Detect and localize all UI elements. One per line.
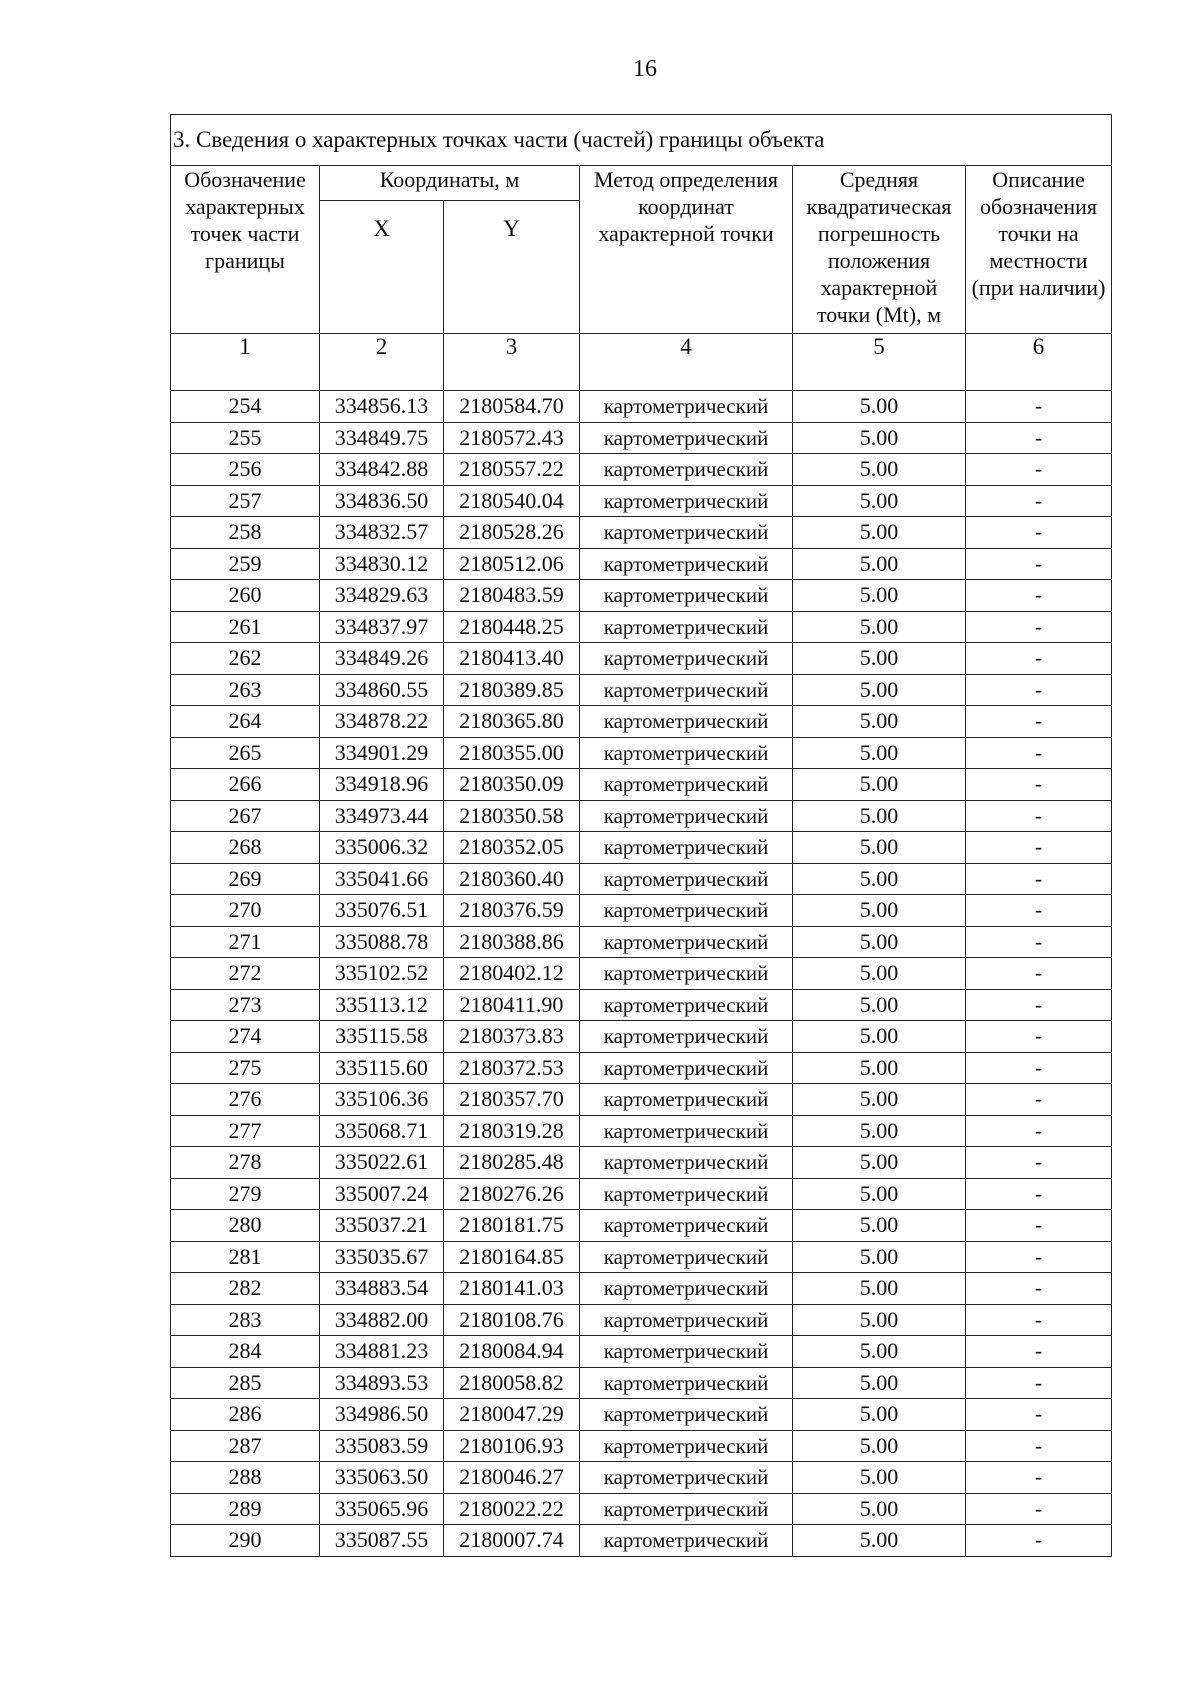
cell-description: - xyxy=(966,643,1112,675)
cell-x: 335115.60 xyxy=(320,1052,444,1084)
column-number: 3 xyxy=(444,334,580,391)
cell-method: картометрический xyxy=(580,1210,793,1242)
cell-error: 5.00 xyxy=(793,1178,966,1210)
table-header xyxy=(171,115,1112,391)
cell-x: 334830.12 xyxy=(320,548,444,580)
cell-point: 263 xyxy=(171,674,320,706)
cell-y: 2180276.26 xyxy=(444,1178,580,1210)
cell-y: 2180357.70 xyxy=(444,1084,580,1116)
cell-description: - xyxy=(966,958,1112,990)
cell-error: 5.00 xyxy=(793,1210,966,1242)
table-row xyxy=(171,1336,1112,1368)
cell-x: 334860.55 xyxy=(320,674,444,706)
cell-x: 334837.97 xyxy=(320,611,444,643)
cell-y: 2180376.59 xyxy=(444,895,580,927)
cell-method: картометрический xyxy=(580,926,793,958)
cell-x: 334856.13 xyxy=(320,391,444,423)
column-number: 2 xyxy=(320,334,444,391)
cell-description: - xyxy=(966,1525,1112,1557)
cell-error: 5.00 xyxy=(793,1399,966,1431)
cell-error: 5.00 xyxy=(793,391,966,423)
cell-method: картометрический xyxy=(580,1336,793,1368)
cell-point: 271 xyxy=(171,926,320,958)
table-row xyxy=(171,548,1112,580)
table-row xyxy=(171,1147,1112,1179)
cell-y: 2180352.05 xyxy=(444,832,580,864)
cell-description: - xyxy=(966,517,1112,549)
cell-method: картометрический xyxy=(580,1178,793,1210)
table-row xyxy=(171,517,1112,549)
column-number: 5 xyxy=(793,334,966,391)
cell-method: картометрический xyxy=(580,1115,793,1147)
cell-method: картометрический xyxy=(580,1462,793,1494)
cell-error: 5.00 xyxy=(793,832,966,864)
table-row xyxy=(171,1462,1112,1494)
table-body xyxy=(171,391,1112,1557)
cell-point: 287 xyxy=(171,1430,320,1462)
cell-error: 5.00 xyxy=(793,958,966,990)
header-x: X xyxy=(320,201,444,334)
cell-y: 2180285.48 xyxy=(444,1147,580,1179)
cell-description: - xyxy=(966,1178,1112,1210)
cell-y: 2180365.80 xyxy=(444,706,580,738)
cell-y: 2180413.40 xyxy=(444,643,580,675)
cell-point: 264 xyxy=(171,706,320,738)
cell-point: 265 xyxy=(171,737,320,769)
cell-point: 269 xyxy=(171,863,320,895)
cell-y: 2180007.74 xyxy=(444,1525,580,1557)
column-number: 6 xyxy=(966,334,1112,391)
cell-x: 334881.23 xyxy=(320,1336,444,1368)
cell-y: 2180557.22 xyxy=(444,454,580,486)
cell-error: 5.00 xyxy=(793,454,966,486)
cell-description: - xyxy=(966,895,1112,927)
table-row xyxy=(171,1273,1112,1305)
header-y: Y xyxy=(444,201,580,334)
cell-description: - xyxy=(966,1304,1112,1336)
cell-point: 259 xyxy=(171,548,320,580)
table-row xyxy=(171,1399,1112,1431)
cell-method: картометрический xyxy=(580,989,793,1021)
cell-method: картометрический xyxy=(580,1493,793,1525)
table-row xyxy=(171,800,1112,832)
cell-x: 334849.26 xyxy=(320,643,444,675)
cell-method: картометрический xyxy=(580,895,793,927)
table-row xyxy=(171,1430,1112,1462)
cell-y: 2180411.90 xyxy=(444,989,580,1021)
cell-method: картометрический xyxy=(580,454,793,486)
cell-description: - xyxy=(966,1367,1112,1399)
cell-error: 5.00 xyxy=(793,1336,966,1368)
cell-description: - xyxy=(966,1336,1112,1368)
table-row xyxy=(171,1493,1112,1525)
cell-error: 5.00 xyxy=(793,1493,966,1525)
cell-x: 334986.50 xyxy=(320,1399,444,1431)
cell-y: 2180058.82 xyxy=(444,1367,580,1399)
cell-method: картометрический xyxy=(580,643,793,675)
cell-description: - xyxy=(966,1430,1112,1462)
cell-point: 276 xyxy=(171,1084,320,1116)
cell-description: - xyxy=(966,485,1112,517)
cell-x: 334973.44 xyxy=(320,800,444,832)
cell-error: 5.00 xyxy=(793,1147,966,1179)
table-row xyxy=(171,737,1112,769)
table-row xyxy=(171,958,1112,990)
cell-x: 334918.96 xyxy=(320,769,444,801)
cell-point: 277 xyxy=(171,1115,320,1147)
cell-point: 284 xyxy=(171,1336,320,1368)
cell-y: 2180540.04 xyxy=(444,485,580,517)
cell-method: картометрический xyxy=(580,1273,793,1305)
table-row xyxy=(171,580,1112,612)
header-coordinates: Координаты, м xyxy=(320,166,580,201)
cell-x: 334829.63 xyxy=(320,580,444,612)
cell-method: картометрический xyxy=(580,422,793,454)
cell-description: - xyxy=(966,926,1112,958)
cell-error: 5.00 xyxy=(793,989,966,1021)
cell-y: 2180106.93 xyxy=(444,1430,580,1462)
cell-error: 5.00 xyxy=(793,580,966,612)
header-method: Метод определения координат характерной точки xyxy=(580,166,793,334)
cell-description: - xyxy=(966,1210,1112,1242)
cell-method: картометрический xyxy=(580,517,793,549)
cell-description: - xyxy=(966,1462,1112,1494)
cell-x: 334832.57 xyxy=(320,517,444,549)
header-error: Средняя квадратическая погрешность положения характерной точки (Mt), м xyxy=(793,166,966,334)
cell-point: 273 xyxy=(171,989,320,1021)
table-row xyxy=(171,1021,1112,1053)
cell-y: 2180448.25 xyxy=(444,611,580,643)
cell-description: - xyxy=(966,1021,1112,1053)
cell-y: 2180355.00 xyxy=(444,737,580,769)
cell-x: 335106.36 xyxy=(320,1084,444,1116)
cell-method: картометрический xyxy=(580,485,793,517)
cell-error: 5.00 xyxy=(793,548,966,580)
cell-method: картометрический xyxy=(580,737,793,769)
cell-error: 5.00 xyxy=(793,611,966,643)
cell-description: - xyxy=(966,674,1112,706)
column-number: 4 xyxy=(580,334,793,391)
cell-y: 2180584.70 xyxy=(444,391,580,423)
cell-error: 5.00 xyxy=(793,1273,966,1305)
cell-x: 335006.32 xyxy=(320,832,444,864)
cell-method: картометрический xyxy=(580,958,793,990)
cell-method: картометрический xyxy=(580,800,793,832)
table-row xyxy=(171,706,1112,738)
table-row xyxy=(171,1178,1112,1210)
table-row xyxy=(171,895,1112,927)
cell-point: 261 xyxy=(171,611,320,643)
cell-x: 335102.52 xyxy=(320,958,444,990)
cell-method: картометрический xyxy=(580,391,793,423)
cell-x: 335063.50 xyxy=(320,1462,444,1494)
cell-description: - xyxy=(966,391,1112,423)
cell-description: - xyxy=(966,800,1112,832)
cell-description: - xyxy=(966,1493,1112,1525)
cell-description: - xyxy=(966,1147,1112,1179)
cell-method: картометрический xyxy=(580,548,793,580)
cell-point: 255 xyxy=(171,422,320,454)
table-row xyxy=(171,422,1112,454)
table-row xyxy=(171,989,1112,1021)
cell-description: - xyxy=(966,1399,1112,1431)
table-row xyxy=(171,485,1112,517)
cell-description: - xyxy=(966,454,1112,486)
cell-description: - xyxy=(966,1115,1112,1147)
table-row xyxy=(171,1304,1112,1336)
cell-x: 335007.24 xyxy=(320,1178,444,1210)
cell-point: 283 xyxy=(171,1304,320,1336)
cell-error: 5.00 xyxy=(793,706,966,738)
table-row xyxy=(171,832,1112,864)
cell-y: 2180512.06 xyxy=(444,548,580,580)
table-row xyxy=(171,1525,1112,1557)
column-number: 1 xyxy=(171,334,320,391)
cell-point: 280 xyxy=(171,1210,320,1242)
cell-description: - xyxy=(966,611,1112,643)
cell-error: 5.00 xyxy=(793,1115,966,1147)
cell-error: 5.00 xyxy=(793,737,966,769)
cell-error: 5.00 xyxy=(793,1052,966,1084)
cell-x: 335076.51 xyxy=(320,895,444,927)
cell-y: 2180084.94 xyxy=(444,1336,580,1368)
cell-error: 5.00 xyxy=(793,926,966,958)
cell-y: 2180350.58 xyxy=(444,800,580,832)
cell-point: 260 xyxy=(171,580,320,612)
cell-description: - xyxy=(966,580,1112,612)
cell-method: картометрический xyxy=(580,769,793,801)
cell-method: картометрический xyxy=(580,1304,793,1336)
cell-description: - xyxy=(966,989,1112,1021)
cell-point: 278 xyxy=(171,1147,320,1179)
cell-x: 334842.88 xyxy=(320,454,444,486)
cell-method: картометрический xyxy=(580,580,793,612)
cell-y: 2180483.59 xyxy=(444,580,580,612)
cell-x: 334849.75 xyxy=(320,422,444,454)
cell-description: - xyxy=(966,832,1112,864)
table-row xyxy=(171,769,1112,801)
cell-method: картометрический xyxy=(580,706,793,738)
table-row xyxy=(171,926,1112,958)
cell-description: - xyxy=(966,737,1112,769)
cell-error: 5.00 xyxy=(793,517,966,549)
cell-error: 5.00 xyxy=(793,674,966,706)
cell-y: 2180350.09 xyxy=(444,769,580,801)
cell-method: картометрический xyxy=(580,832,793,864)
cell-point: 262 xyxy=(171,643,320,675)
table-row xyxy=(171,1084,1112,1116)
cell-method: картометрический xyxy=(580,863,793,895)
cell-x: 335037.21 xyxy=(320,1210,444,1242)
table-row xyxy=(171,1367,1112,1399)
section-title-row xyxy=(171,115,1112,166)
cell-method: картометрический xyxy=(580,1021,793,1053)
cell-x: 335068.71 xyxy=(320,1115,444,1147)
cell-point: 290 xyxy=(171,1525,320,1557)
cell-error: 5.00 xyxy=(793,643,966,675)
cell-method: картометрический xyxy=(580,1147,793,1179)
cell-method: картометрический xyxy=(580,611,793,643)
header-row-1 xyxy=(171,166,1112,201)
cell-error: 5.00 xyxy=(793,1304,966,1336)
cell-y: 2180373.83 xyxy=(444,1021,580,1053)
cell-x: 335115.58 xyxy=(320,1021,444,1053)
table-row xyxy=(171,1052,1112,1084)
table-row xyxy=(171,454,1112,486)
cell-point: 272 xyxy=(171,958,320,990)
cell-x: 334878.22 xyxy=(320,706,444,738)
cell-point: 266 xyxy=(171,769,320,801)
cell-x: 335035.67 xyxy=(320,1241,444,1273)
cell-x: 335083.59 xyxy=(320,1430,444,1462)
cell-error: 5.00 xyxy=(793,895,966,927)
cell-y: 2180047.29 xyxy=(444,1399,580,1431)
cell-y: 2180181.75 xyxy=(444,1210,580,1242)
cell-y: 2180389.85 xyxy=(444,674,580,706)
boundary-points-table xyxy=(170,114,1112,1557)
cell-description: - xyxy=(966,422,1112,454)
cell-point: 286 xyxy=(171,1399,320,1431)
cell-description: - xyxy=(966,706,1112,738)
table-row xyxy=(171,674,1112,706)
cell-y: 2180528.26 xyxy=(444,517,580,549)
cell-y: 2180046.27 xyxy=(444,1462,580,1494)
cell-method: картометрический xyxy=(580,1052,793,1084)
cell-x: 335088.78 xyxy=(320,926,444,958)
table-row xyxy=(171,643,1112,675)
cell-method: картометрический xyxy=(580,1399,793,1431)
cell-error: 5.00 xyxy=(793,422,966,454)
cell-error: 5.00 xyxy=(793,769,966,801)
cell-point: 267 xyxy=(171,800,320,832)
table-row xyxy=(171,611,1112,643)
table-row xyxy=(171,1115,1112,1147)
cell-error: 5.00 xyxy=(793,1525,966,1557)
cell-method: картометрический xyxy=(580,1241,793,1273)
cell-description: - xyxy=(966,1084,1112,1116)
cell-x: 335041.66 xyxy=(320,863,444,895)
cell-error: 5.00 xyxy=(793,1021,966,1053)
cell-description: - xyxy=(966,1052,1112,1084)
cell-y: 2180164.85 xyxy=(444,1241,580,1273)
cell-y: 2180022.22 xyxy=(444,1493,580,1525)
cell-x: 334882.00 xyxy=(320,1304,444,1336)
cell-method: картометрический xyxy=(580,1430,793,1462)
cell-point: 256 xyxy=(171,454,320,486)
table-row xyxy=(171,1241,1112,1273)
cell-error: 5.00 xyxy=(793,1367,966,1399)
cell-point: 254 xyxy=(171,391,320,423)
table-row xyxy=(171,391,1112,423)
cell-error: 5.00 xyxy=(793,1084,966,1116)
cell-point: 279 xyxy=(171,1178,320,1210)
cell-point: 268 xyxy=(171,832,320,864)
cell-point: 274 xyxy=(171,1021,320,1053)
cell-y: 2180572.43 xyxy=(444,422,580,454)
cell-x: 335113.12 xyxy=(320,989,444,1021)
cell-error: 5.00 xyxy=(793,1430,966,1462)
cell-y: 2180388.86 xyxy=(444,926,580,958)
cell-y: 2180402.12 xyxy=(444,958,580,990)
cell-x: 334883.54 xyxy=(320,1273,444,1305)
cell-y: 2180360.40 xyxy=(444,863,580,895)
cell-x: 335087.55 xyxy=(320,1525,444,1557)
cell-method: картометрический xyxy=(580,674,793,706)
header-designation: Обозначение характерных точек части границы xyxy=(171,166,320,334)
cell-description: - xyxy=(966,548,1112,580)
cell-method: картометрический xyxy=(580,1084,793,1116)
cell-method: картометрический xyxy=(580,1525,793,1557)
cell-description: - xyxy=(966,863,1112,895)
table-row xyxy=(171,863,1112,895)
cell-y: 2180319.28 xyxy=(444,1115,580,1147)
cell-error: 5.00 xyxy=(793,1462,966,1494)
cell-x: 335065.96 xyxy=(320,1493,444,1525)
table-row xyxy=(171,1210,1112,1242)
cell-point: 275 xyxy=(171,1052,320,1084)
cell-x: 334901.29 xyxy=(320,737,444,769)
cell-description: - xyxy=(966,1273,1112,1305)
cell-y: 2180141.03 xyxy=(444,1273,580,1305)
section-title: 3. Сведения о характерных точках части (частей) границы объекта xyxy=(171,115,1112,166)
cell-error: 5.00 xyxy=(793,800,966,832)
cell-point: 282 xyxy=(171,1273,320,1305)
cell-point: 281 xyxy=(171,1241,320,1273)
cell-point: 289 xyxy=(171,1493,320,1525)
cell-description: - xyxy=(966,1241,1112,1273)
cell-method: картометрический xyxy=(580,1367,793,1399)
cell-x: 334893.53 xyxy=(320,1367,444,1399)
cell-x: 335022.61 xyxy=(320,1147,444,1179)
cell-error: 5.00 xyxy=(793,485,966,517)
cell-y: 2180372.53 xyxy=(444,1052,580,1084)
cell-point: 288 xyxy=(171,1462,320,1494)
header-description: Описание обозначения точки на местности (при наличии) xyxy=(966,166,1112,334)
cell-error: 5.00 xyxy=(793,863,966,895)
cell-point: 285 xyxy=(171,1367,320,1399)
column-numbers-row xyxy=(171,334,1112,391)
cell-y: 2180108.76 xyxy=(444,1304,580,1336)
cell-description: - xyxy=(966,769,1112,801)
cell-point: 270 xyxy=(171,895,320,927)
cell-point: 257 xyxy=(171,485,320,517)
page-number: 16 xyxy=(633,56,657,82)
cell-point: 258 xyxy=(171,517,320,549)
cell-x: 334836.50 xyxy=(320,485,444,517)
cell-error: 5.00 xyxy=(793,1241,966,1273)
